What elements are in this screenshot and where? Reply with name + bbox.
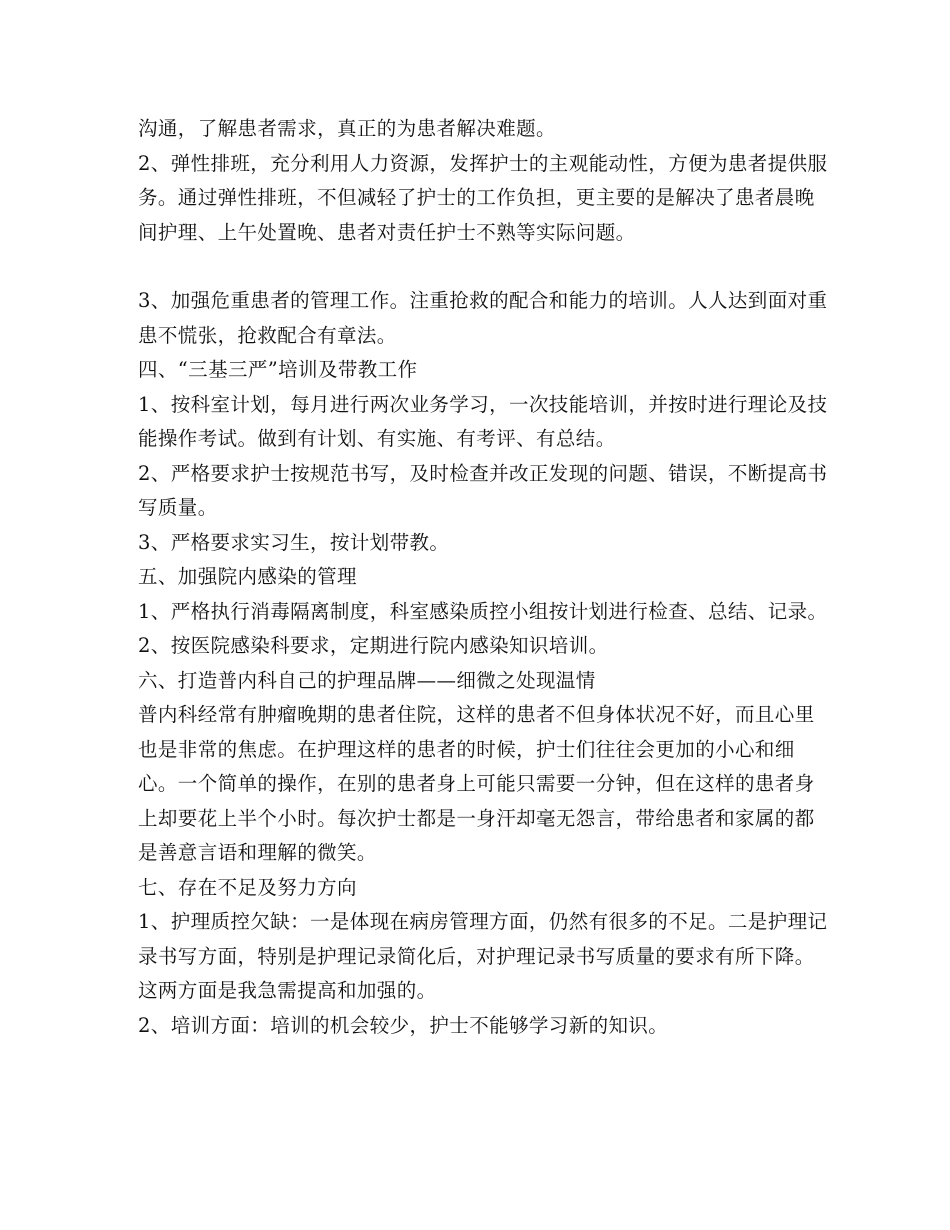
paragraph-infection-training: 2、按医院感染科要求，定期进行院内感染知识培训。 <box>138 634 609 657</box>
paragraph-quality-control: 1、护理质控欠缺：一是体现在病房管理方面，仍然有很多的不足。二是护理记录书写方面，特别是护理记录简化后，对护理记录书写质量的要求有所下降。这两方面是我急需提高和加强的。 <box>138 910 828 1002</box>
section-heading-training: 四、“三基三严”培训及带教工作 <box>138 358 418 381</box>
paragraph-training-plan: 1、按科室计划，每月进行两次业务学习，一次技能培训，并按时进行理论及技能操作考试。做到有计划、有实施、有考评、有总结。 <box>138 392 828 450</box>
paragraph-critical-patients: 3、加强危重患者的管理工作。注重抢救的配合和能力的培训。人人达到面对重患不慌张，抢救配合有章法。 <box>138 289 828 347</box>
paragraph-training-shortage: 2、培训方面：培训的机会较少，护士不能够学习新的知识。 <box>138 1013 669 1037</box>
paragraph-interns: 3、严格要求实习生，按计划带教。 <box>138 530 450 554</box>
section-heading-infection: 五、加强院内感染的管理 <box>138 565 357 588</box>
paragraph-flexible-scheduling: 2、弹性排班，充分利用人力资源，发挥护士的主观能动性，方便为患者提供服务。通过弹性排班，不但减轻了护士的工作负担，更主要的是解决了患者晨晚间护理、上午处置晚、患者对责任护士不熟等实际问题。 <box>138 151 828 244</box>
section-heading-shortcomings: 七、存在不足及努力方向 <box>138 875 357 899</box>
paragraph-tumor-patients: 普内科经常有肿瘤晚期的患者住院，这样的患者不但身体状况不好，而且心里也是非常的焦虑。在护理这样的患者的时候，护士们往往会更加的小心和细心。一个简单的操作，在别的患者身上可能只需要一分钟，但在这样的患者身上却要花上半个小时。每次护士都是一身汗却毫无怨言，带给患者和家属的都是善意言语和理解的微笑。 <box>138 703 815 864</box>
paragraph-writing-standards: 2、严格要求护士按规范书写，及时检查并改正发现的问题、错误，不断提高书写质量。 <box>138 461 828 519</box>
paragraph-gap <box>138 250 828 284</box>
paragraph-communication: 沟通，了解患者需求，真正的为患者解决难题。 <box>138 117 556 140</box>
paragraph-disinfection: 1、严格执行消毒隔离制度，科室感染质控小组按计划进行检查、总结、记录。 <box>138 599 828 623</box>
document-body <box>138 112 828 1043</box>
section-heading-brand: 六、打造普内科自己的护理品牌——细微之处现温情 <box>138 668 596 692</box>
